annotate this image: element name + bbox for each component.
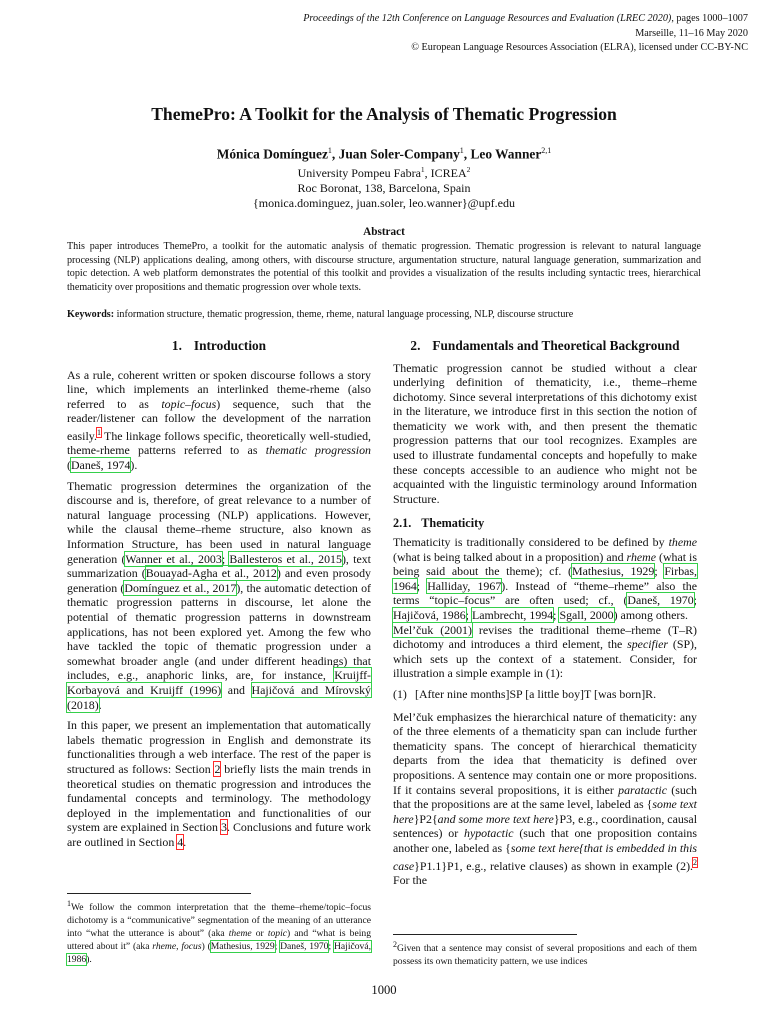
- proceedings-location: Marseille, 11–16 May 2020: [635, 27, 748, 39]
- proceedings-header: [188, 12, 748, 56]
- citation-link[interactable]: Daneš, 1970: [280, 941, 329, 953]
- citation-link[interactable]: Hajičová, 1986: [393, 608, 466, 622]
- citation-link[interactable]: Mathesius, 1929: [210, 941, 275, 953]
- citation-link[interactable]: Mel’čuk (2001): [393, 622, 472, 637]
- affiliation: University Pompeu Fabra$^1$, ICREA$^2$ Roc Boronat, 138, Barcelona, Spain {monica.dominguez, juan.soler, leo.wanner}@upf.edu: [0, 162, 768, 212]
- citation-link[interactable]: Daneš, 1974: [70, 458, 131, 473]
- citation-link[interactable]: Hajičová and Mírovský (2018): [67, 682, 371, 712]
- citation-link[interactable]: Firbas, 1964: [393, 564, 698, 593]
- affiliation-address: Roc Boronat, 138, Barcelona, Spain: [297, 181, 471, 196]
- footnote-link[interactable]: 2: [693, 857, 697, 867]
- paragraph: As a rule, coherent written or spoken discourse follows a story line, which implements an interlinked theme-rheme (also referred to as topic–focus) sequence, such that the reader/listener can follow the development of the narration easily.$^1$ The linkage follows specific, theoretically well-studied, theme-rheme patterns referred to as thematic progression (Daneš, 1974).: [67, 367, 371, 473]
- footnote-link[interactable]: 1: [96, 427, 101, 437]
- citation-link[interactable]: Daneš, 1970: [627, 593, 694, 608]
- paragraph: Thematic progression determines the organization of the discourse and is, therefore, of great relevance to a number of natural language processing (NLP) applications. However, while the clausal theme–rheme structure, also known as Information Structure, has been used in natural language generation (Wanner et al., 2003; Ballesteros et al., 2015), text summarization (Bouayad-Agha et al., 2012) and even prosody generation (Domínguez et al., 2017), the automatic detection of thematic progression patterns in discourse, let alone the potential of thematic progression patterns in downstream applications, has not been explored yet. Among the few who have tackled the topic of thematic progression under a somewhat broader angle (and under different headings) that includes, e.g., anaphoric links, are, for instance, Kruijff-Korbayová and Kruijff (1996) and Hajičová and Mírovský (2018).: [67, 478, 371, 712]
- citation-link[interactable]: Domínguez et al., 2017: [124, 580, 237, 595]
- affiliation-emails: {monica.dominguez, juan.soler, leo.wanner}@upf.edu: [252, 196, 515, 211]
- footnote-2: $^2$Given that a sentence may consist of several propositions and each of them possess its own thematicity pattern, we use indices: [393, 940, 697, 968]
- footnote-1: $^1$We follow the common interpretation that the theme–rheme/topic–focus dichotomy is a “communicative” segmentation of the meaning of an utterance into “what the utterance is about” (aka theme or topic) and “what is being uttered about it” (aka rheme, focus) (Mathesius, 1929; Daneš, 1970; Hajičová, 1986).: [67, 899, 371, 966]
- section-ref-link[interactable]: 2: [214, 761, 221, 776]
- proceedings-pages: , pages 1000–1007: [671, 13, 748, 24]
- author-name: Juan Soler-Company: [338, 146, 460, 162]
- paragraph: Thematicity is traditionally considered to be defined by theme (what is being talked about in a proposition) and rheme (what is being said about the theme); cf. (Mathesius, 1929; Firbas, 1964; Halliday, 1967). Instead of “theme–rheme” also the terms “topic–focus” are often used; cf., (Daneš, 1970; Hajičová, 1986; Lambrecht, 1994; Sgall, 2000) among others.: [393, 535, 698, 622]
- right-column: [393, 338, 697, 894]
- citation-link[interactable]: Ballesteros et al., 2015: [229, 551, 342, 566]
- abstract-text: This paper introduces ThemePro, a toolkit for the automatic analysis of thematic progression. Thematic progression is relevant to natural language processing (NLP) applications dealing, among others, with discourse structure, argumentation structure, natural language generation, summarization and topic detection. A web platform demonstrates the potential of this toolkit and provides a visualization of the results including syntactic trees, hierarchical thematicity over propositions and thematic progression over whole texts.: [67, 241, 701, 293]
- section-heading-fundamentals: 2. Fundamentals and Theoretical Background: [410, 338, 680, 353]
- proceedings-license: © European Language Resources Association (ELRA), licensed under CC-BY-NC: [411, 42, 748, 53]
- section-heading-introduction: 1. Introduction: [171, 338, 267, 353]
- keywords: Keywords: information structure, thematic progression, theme, rheme, natural language processing, NLP, discourse structure: [67, 309, 574, 320]
- citation-link[interactable]: Lambrecht, 1994: [471, 608, 554, 622]
- example-1: (1) [After nine months]SP [a little boy]T [was born]R.: [393, 686, 657, 701]
- footnote-rule-left: [67, 893, 251, 894]
- citation-link[interactable]: Halliday, 1967: [427, 578, 502, 593]
- citation-link[interactable]: Kruijff-Korbayová and Kruijff (1996): [67, 668, 371, 697]
- page-number: 1000: [371, 983, 397, 997]
- paragraph: Mel’čuk (2001) revises the traditional theme–rheme (T–R) dichotomy and introduces a third element, the specifier (SP), which sets up the context of a statement. Consider, for illustration a simple example in (1):: [393, 622, 697, 681]
- proceedings-title: Proceedings of the 12th Conference on Language Resources and Evaluation (LREC 2020): [303, 13, 672, 24]
- paragraph: In this paper, we present an implementation that automatically labels thematic progression in English and demonstrate its functionalities through a web interface. The rest of the paper is structured as follows: Section 2 briefly lists the main trends in theoretical studies on thematic progression and introduces the fundamental concepts and terminology. The methodology deployed in the implementation and functionalities of our system are explained in Section 3. Conclusions and future work are outlined in Section 4.: [67, 718, 371, 849]
- paragraph: Mel’čuk emphasizes the hierarchical nature of thematicity: any of the three elements of a thematicity span can include further thematicity spans. The concept of hierarchical thematicity departs from the idea that thematicity is defined over propositions. A sentence may contain one or more propositions. If it contains several propositions, it is either paratactic (such that the propositions are at the same level, labeled as {some text here}P2{and some more text here}P3, e.g., coordination, causal sentences) or hypotactic (such that one proposition contains another one, labeled as {some text here{that is embedded in this case}P1.1}P1, e.g., relative clauses) as shown in example (2).$^2$ For the: [393, 709, 698, 888]
- citation-link[interactable]: Wanner et al., 2003: [125, 551, 222, 566]
- left-column: [67, 338, 371, 855]
- subsection-heading-thematicity: 2.1. Thematicity: [393, 516, 485, 531]
- paragraph: Thematic progression cannot be studied without a clear underlying definition of thematicity, i.e., theme–rheme dichotomy. Since several interpretations of this dichotomy exist in the literature, we introduce first in this section the notion of thematicity we work with, and then present the thematic progression patterns that our tool recognizes. Examples are used to illustrate fundamental concepts and hopefully to make these concepts accessible to an audience who might not be acquainted with the linguistic terminology around Information Structure.: [393, 360, 697, 506]
- author-list: Mónica Domínguez$^1$, Juan Soler-Company$^1$, Leo Wanner$^{2,1}$: [216, 146, 552, 162]
- author-name: Leo Wanner: [470, 146, 542, 162]
- citation-link[interactable]: Hajičová, 1986: [67, 941, 371, 966]
- citation-link[interactable]: Sgall, 2000: [559, 608, 614, 622]
- citation-link[interactable]: Mathesius, 1929: [572, 564, 655, 579]
- abstract-heading: Abstract: [363, 226, 405, 238]
- citation-link[interactable]: Bouayad-Agha et al., 2012: [145, 566, 277, 581]
- footnote-rule-right: [393, 934, 577, 935]
- section-ref-link[interactable]: 3: [221, 820, 227, 835]
- paper-title: ThemePro: A Toolkit for the Analysis of Thematic Progression: [151, 104, 617, 124]
- author-name: Mónica Domínguez: [216, 146, 328, 162]
- section-ref-link[interactable]: 4: [177, 834, 184, 849]
